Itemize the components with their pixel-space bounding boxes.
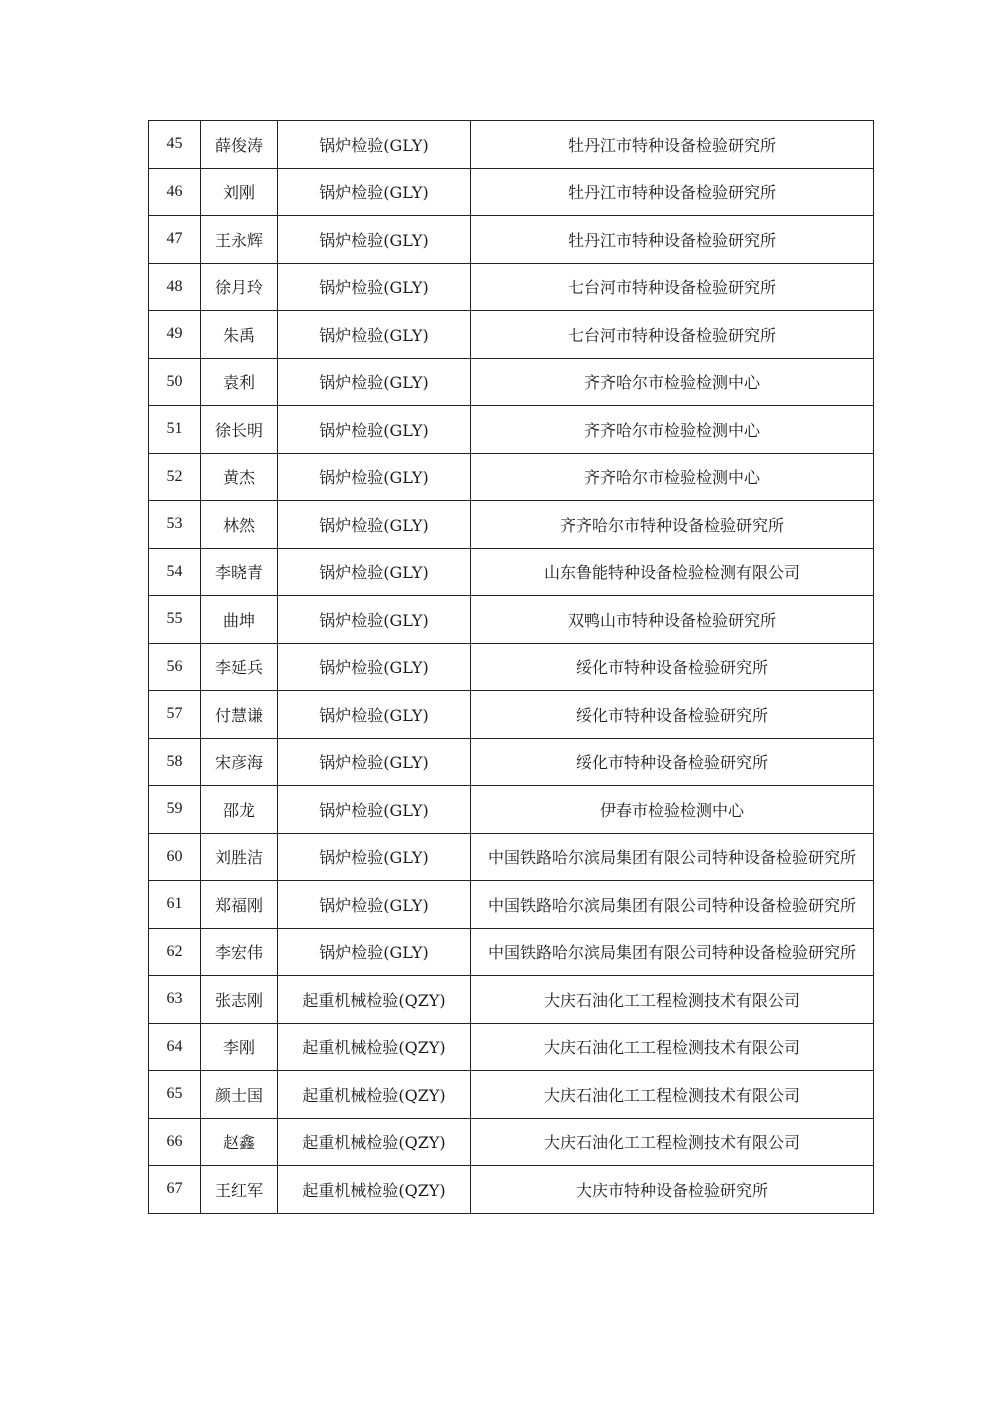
person-name: 邵龙 <box>201 786 278 834</box>
person-name: 袁利 <box>201 358 278 406</box>
inspection-type: 锅炉检验(GLY) <box>278 928 471 976</box>
organization-name: 七台河市特种设备检验研究所 <box>471 311 874 359</box>
organization-name: 大庆石油化工工程检测技术有限公司 <box>471 1023 874 1071</box>
person-name: 宋彦海 <box>201 738 278 786</box>
organization-name: 齐齐哈尔市检验检测中心 <box>471 406 874 454</box>
table-row <box>149 121 874 169</box>
row-number: 62 <box>149 928 201 976</box>
person-name: 李刚 <box>201 1023 278 1071</box>
inspection-type: 锅炉检验(GLY) <box>278 358 471 406</box>
person-name: 薛俊涛 <box>201 121 278 169</box>
organization-name: 中国铁路哈尔滨局集团有限公司特种设备检验研究所 <box>471 833 874 881</box>
inspection-type: 起重机械检验(QZY) <box>278 1071 471 1119</box>
inspection-type: 锅炉检验(GLY) <box>278 596 471 644</box>
inspection-type: 起重机械检验(QZY) <box>278 1166 471 1214</box>
table-body <box>149 121 874 1214</box>
row-number: 53 <box>149 501 201 549</box>
table-row <box>149 643 874 691</box>
organization-name: 山东鲁能特种设备检验检测有限公司 <box>471 548 874 596</box>
person-name: 颜士国 <box>201 1071 278 1119</box>
row-number: 58 <box>149 738 201 786</box>
person-name: 刘刚 <box>201 168 278 216</box>
table-row <box>149 1118 874 1166</box>
table-row <box>149 453 874 501</box>
organization-name: 绥化市特种设备检验研究所 <box>471 691 874 739</box>
inspection-type: 锅炉检验(GLY) <box>278 501 471 549</box>
organization-name: 大庆石油化工工程检测技术有限公司 <box>471 1071 874 1119</box>
table-row <box>149 976 874 1024</box>
person-name: 王红军 <box>201 1166 278 1214</box>
table-row <box>149 548 874 596</box>
organization-name: 绥化市特种设备检验研究所 <box>471 738 874 786</box>
table-row <box>149 216 874 264</box>
person-name: 曲坤 <box>201 596 278 644</box>
inspection-type: 锅炉检验(GLY) <box>278 216 471 264</box>
row-number: 45 <box>149 121 201 169</box>
organization-name: 中国铁路哈尔滨局集团有限公司特种设备检验研究所 <box>471 881 874 929</box>
organization-name: 中国铁路哈尔滨局集团有限公司特种设备检验研究所 <box>471 928 874 976</box>
table-row <box>149 1071 874 1119</box>
row-number: 54 <box>149 548 201 596</box>
inspection-type: 锅炉检验(GLY) <box>278 406 471 454</box>
row-number: 66 <box>149 1118 201 1166</box>
table-row <box>149 168 874 216</box>
person-name: 王永辉 <box>201 216 278 264</box>
organization-name: 大庆石油化工工程检测技术有限公司 <box>471 976 874 1024</box>
inspection-type: 锅炉检验(GLY) <box>278 311 471 359</box>
organization-name: 齐齐哈尔市检验检测中心 <box>471 453 874 501</box>
person-name: 赵鑫 <box>201 1118 278 1166</box>
row-number: 55 <box>149 596 201 644</box>
organization-name: 牡丹江市特种设备检验研究所 <box>471 121 874 169</box>
inspection-type: 锅炉检验(GLY) <box>278 691 471 739</box>
inspection-type: 锅炉检验(GLY) <box>278 881 471 929</box>
table-row <box>149 881 874 929</box>
person-name: 李延兵 <box>201 643 278 691</box>
row-number: 56 <box>149 643 201 691</box>
personnel-table <box>148 120 874 1214</box>
inspection-type: 锅炉检验(GLY) <box>278 453 471 501</box>
organization-name: 大庆石油化工工程检测技术有限公司 <box>471 1118 874 1166</box>
row-number: 57 <box>149 691 201 739</box>
person-name: 朱禹 <box>201 311 278 359</box>
table-row <box>149 928 874 976</box>
table-row <box>149 786 874 834</box>
row-number: 47 <box>149 216 201 264</box>
table-row <box>149 406 874 454</box>
inspection-type: 起重机械检验(QZY) <box>278 1118 471 1166</box>
organization-name: 齐齐哈尔市特种设备检验研究所 <box>471 501 874 549</box>
table-row <box>149 833 874 881</box>
row-number: 60 <box>149 833 201 881</box>
organization-name: 七台河市特种设备检验研究所 <box>471 263 874 311</box>
organization-name: 牡丹江市特种设备检验研究所 <box>471 168 874 216</box>
row-number: 51 <box>149 406 201 454</box>
row-number: 64 <box>149 1023 201 1071</box>
row-number: 61 <box>149 881 201 929</box>
row-number: 50 <box>149 358 201 406</box>
person-name: 徐月玲 <box>201 263 278 311</box>
inspection-type: 锅炉检验(GLY) <box>278 786 471 834</box>
table-row <box>149 311 874 359</box>
table-row <box>149 596 874 644</box>
organization-name: 双鸭山市特种设备检验研究所 <box>471 596 874 644</box>
person-name: 黄杰 <box>201 453 278 501</box>
table-row <box>149 1023 874 1071</box>
person-name: 付慧谦 <box>201 691 278 739</box>
table-row <box>149 358 874 406</box>
person-name: 徐长明 <box>201 406 278 454</box>
row-number: 67 <box>149 1166 201 1214</box>
row-number: 49 <box>149 311 201 359</box>
inspection-type: 锅炉检验(GLY) <box>278 263 471 311</box>
table-row <box>149 501 874 549</box>
table-row <box>149 691 874 739</box>
row-number: 65 <box>149 1071 201 1119</box>
organization-name: 绥化市特种设备检验研究所 <box>471 643 874 691</box>
table-row <box>149 1166 874 1214</box>
person-name: 李宏伟 <box>201 928 278 976</box>
inspection-type: 锅炉检验(GLY) <box>278 168 471 216</box>
person-name: 张志刚 <box>201 976 278 1024</box>
table-row <box>149 263 874 311</box>
organization-name: 伊春市检验检测中心 <box>471 786 874 834</box>
row-number: 52 <box>149 453 201 501</box>
person-name: 李晓青 <box>201 548 278 596</box>
person-name: 刘胜洁 <box>201 833 278 881</box>
row-number: 48 <box>149 263 201 311</box>
inspection-type: 锅炉检验(GLY) <box>278 738 471 786</box>
inspection-type: 起重机械检验(QZY) <box>278 1023 471 1071</box>
inspection-type: 锅炉检验(GLY) <box>278 643 471 691</box>
person-name: 林然 <box>201 501 278 549</box>
row-number: 59 <box>149 786 201 834</box>
inspection-type: 锅炉检验(GLY) <box>278 833 471 881</box>
inspection-type: 起重机械检验(QZY) <box>278 976 471 1024</box>
person-name: 郑福刚 <box>201 881 278 929</box>
organization-name: 牡丹江市特种设备检验研究所 <box>471 216 874 264</box>
inspection-type: 锅炉检验(GLY) <box>278 121 471 169</box>
table-row <box>149 738 874 786</box>
inspection-type: 锅炉检验(GLY) <box>278 548 471 596</box>
row-number: 46 <box>149 168 201 216</box>
organization-name: 齐齐哈尔市检验检测中心 <box>471 358 874 406</box>
row-number: 63 <box>149 976 201 1024</box>
organization-name: 大庆市特种设备检验研究所 <box>471 1166 874 1214</box>
